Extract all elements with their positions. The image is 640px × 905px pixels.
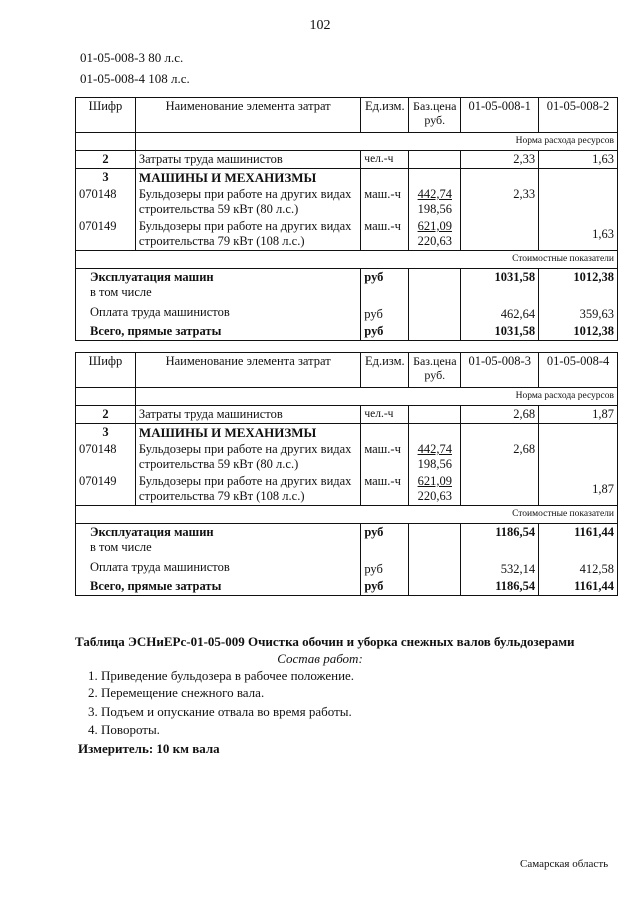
exploitation-a: 1186,54 — [461, 524, 539, 557]
machine-b — [539, 441, 618, 473]
machines-code: 3 — [76, 169, 136, 187]
header-base-price: Баз.цена руб. — [409, 353, 461, 388]
total-a: 1031,58 — [461, 323, 539, 341]
pay-unit: руб — [361, 301, 409, 323]
machine-name: Бульдозеры при работе на других видах строительства 79 кВт (108 л.с.) — [135, 218, 360, 251]
labor-code: 2 — [76, 406, 136, 424]
measure-unit: Измеритель: 10 км вала — [78, 741, 220, 756]
header-base-price: Баз.цена руб. — [409, 98, 461, 133]
header-unit: Ед.изм. — [361, 353, 409, 388]
including-label: в том числе — [90, 285, 152, 299]
header-name: Наименование элемента затрат — [135, 353, 360, 388]
machine-a — [461, 473, 539, 506]
machine-b: 1,87 — [539, 473, 618, 506]
machine-code: 070148 — [76, 441, 136, 473]
page-number: 102 — [309, 18, 331, 33]
header-col-a: 01-05-008-3 — [461, 353, 539, 388]
labor-unit: чел.-ч — [361, 406, 409, 424]
machine-unit: маш.-ч — [361, 441, 409, 473]
machine-code: 070149 — [76, 473, 136, 506]
machine-b: 1,63 — [539, 218, 618, 251]
machine-price: 621,09 — [417, 219, 452, 233]
machine-code: 070149 — [76, 218, 136, 251]
machine-price-wage: 220,63 — [417, 489, 452, 503]
pay-name: Оплата труда машинистов — [76, 301, 361, 323]
machine-a: 2,68 — [461, 441, 539, 473]
labor-name: Затраты труда машинистов — [135, 406, 360, 424]
works-title: Состав работ: — [277, 651, 363, 666]
header-code: Шифр — [76, 98, 136, 133]
exploitation-b: 1161,44 — [539, 524, 618, 557]
machine-code: 070148 — [76, 186, 136, 218]
machine-name: Бульдозеры при работе на других видах строительства 59 кВт (80 л.с.) — [135, 441, 360, 473]
machine-a: 2,33 — [461, 186, 539, 218]
total-unit: руб — [361, 323, 409, 341]
pay-a: 462,64 — [461, 301, 539, 323]
estimate-table — [75, 352, 618, 596]
work-item: 3. Подъем и опускание отвала во время работы. — [88, 704, 352, 719]
pay-unit: руб — [361, 556, 409, 578]
estimate-table — [75, 97, 618, 341]
machine-price-wage: 198,56 — [417, 457, 452, 471]
machine-name: Бульдозеры при работе на других видах строительства 79 кВт (108 л.с.) — [135, 473, 360, 506]
total-name: Всего, прямые затраты — [76, 323, 361, 341]
labor-unit: чел.-ч — [361, 151, 409, 169]
exploitation-a: 1031,58 — [461, 269, 539, 302]
norm-label: Норма расхода ресурсов — [135, 133, 617, 151]
labor-b: 1,63 — [539, 151, 618, 169]
work-item: 4. Повороты. — [88, 722, 160, 737]
pay-name: Оплата труда машинистов — [76, 556, 361, 578]
pay-b: 412,58 — [539, 556, 618, 578]
exploitation-name: Эксплуатация машин — [90, 525, 214, 539]
work-item: 2. Перемещение снежного вала. — [88, 685, 265, 700]
machine-a — [461, 218, 539, 251]
cost-label: Стоимостные показатели — [76, 251, 618, 269]
pay-b: 359,63 — [539, 301, 618, 323]
pay-a: 532,14 — [461, 556, 539, 578]
exploitation-unit: руб — [361, 524, 409, 557]
total-b: 1161,44 — [539, 578, 618, 596]
total-unit: руб — [361, 578, 409, 596]
machine-b — [539, 186, 618, 218]
total-name: Всего, прямые затраты — [76, 578, 361, 596]
exploitation-name: Эксплуатация машин — [90, 270, 214, 284]
header-col-a: 01-05-008-1 — [461, 98, 539, 133]
header-col-b: 01-05-008-2 — [539, 98, 618, 133]
work-item: 1. Приведение бульдозера в рабочее положение. — [88, 668, 355, 683]
labor-a: 2,33 — [461, 151, 539, 169]
labor-code: 2 — [76, 151, 136, 169]
machine-name: Бульдозеры при работе на других видах строительства 59 кВт (80 л.с.) — [135, 186, 360, 218]
total-b: 1012,38 — [539, 323, 618, 341]
table-title: Таблица ЭСНиЕРс-01-05-009 Очистка обочин и уборка снежных валов бульдозерами — [75, 634, 575, 649]
note-line: 01-05-008-4 108 л.с. — [80, 71, 190, 86]
exploitation-unit: руб — [361, 269, 409, 302]
header-name: Наименование элемента затрат — [135, 98, 360, 133]
machine-unit: маш.-ч — [361, 473, 409, 506]
note-line: 01-05-008-3 80 л.с. — [80, 50, 184, 65]
total-a: 1186,54 — [461, 578, 539, 596]
labor-a: 2,68 — [461, 406, 539, 424]
machines-header: МАШИНЫ И МЕХАНИЗМЫ — [135, 169, 360, 187]
machine-price-wage: 198,56 — [417, 202, 452, 216]
machine-price: 442,74 — [417, 442, 452, 456]
header-code: Шифр — [76, 353, 136, 388]
labor-name: Затраты труда машинистов — [135, 151, 360, 169]
including-label: в том числе — [90, 540, 152, 554]
norm-label: Норма расхода ресурсов — [135, 388, 617, 406]
cost-label: Стоимостные показатели — [76, 506, 618, 524]
machine-unit: маш.-ч — [361, 218, 409, 251]
machine-price: 621,09 — [417, 474, 452, 488]
machines-header: МАШИНЫ И МЕХАНИЗМЫ — [135, 424, 360, 442]
machine-price-wage: 220,63 — [417, 234, 452, 248]
labor-b: 1,87 — [539, 406, 618, 424]
header-col-b: 01-05-008-4 — [539, 353, 618, 388]
footer-region: Самарская область — [520, 858, 609, 870]
machine-unit: маш.-ч — [361, 186, 409, 218]
exploitation-b: 1012,38 — [539, 269, 618, 302]
machine-price: 442,74 — [417, 187, 452, 201]
machines-code: 3 — [76, 424, 136, 442]
header-unit: Ед.изм. — [361, 98, 409, 133]
